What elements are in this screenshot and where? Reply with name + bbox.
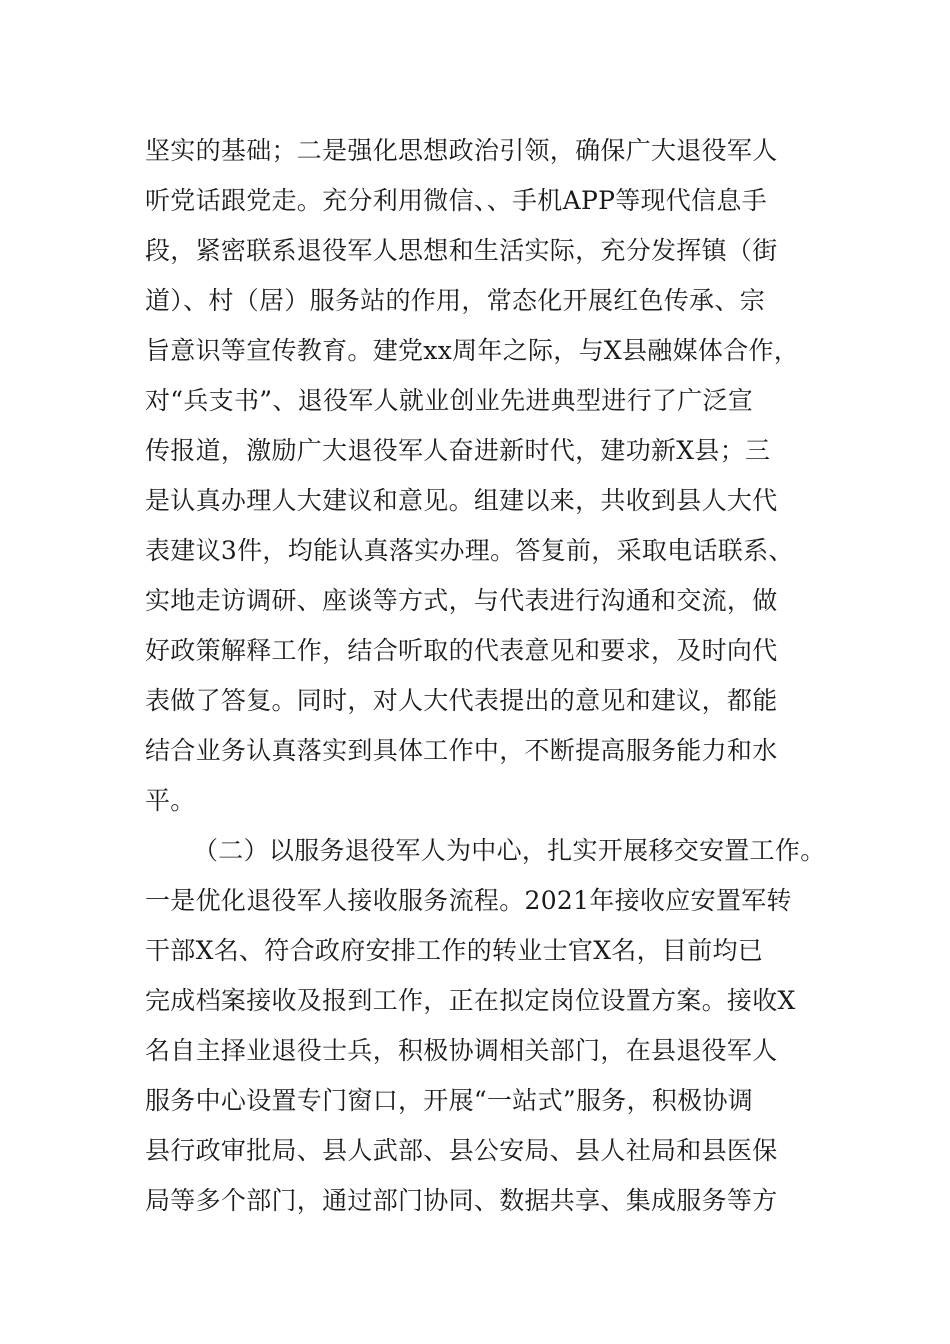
text-line: 听党话跟党走。充分利用微信、、手机APP等现代信息手 [145,186,767,215]
text-line: 名自主择业退役士兵，积极协调相关部门，在县退役军人 [145,1036,778,1065]
text-line: 局等多个部门，通过部门协同、数据共享、集成服务等方 [145,1186,778,1215]
text-line: 坚实的基础；二是强化思想政治引领，确保广大退役军人 [145,136,778,165]
text-line: 表做了答复。同时，对人大代表提出的意见和建议，都能 [145,686,778,715]
text-line: 段，紧密联系退役军人思想和生活实际，充分发挥镇（街 [145,236,778,265]
text-line: 县行政审批局、县人武部、县公安局、县人社局和县医保 [145,1136,778,1165]
text-line: 对“兵支书”、退役军人就业创业先进典型进行了广泛宣 [145,386,754,415]
text-line: 一是优化退役军人接收服务流程。2021年接收应安置军转 [145,886,792,915]
section-heading-line: （二）以服务退役军人为中心，扎实开展移交安置工作。 [193,836,826,865]
text-line: 好政策解释工作，结合听取的代表意见和要求，及时向代 [145,636,778,665]
text-line: 道）、村（居）服务站的作用，常态化开展红色传承、宗 [145,286,766,315]
text-line: 旨意识等宣传教育。建党xx周年之际，与X县融媒体合作， [145,336,800,365]
text-line: 传报道，激励广大退役军人奋进新时代，建功新X县；三 [145,436,771,465]
text-line: 服务中心设置专门窗口，开展“一站式”服务，积极协调 [145,1086,754,1115]
text-line: 是认真办理人大建议和意见。组建以来，共收到县人大代 [145,486,778,515]
text-line: 结合业务认真落实到具体工作中，不断提高服务能力和水 [145,736,778,765]
text-line: 完成档案接收及报到工作，正在拟定岗位设置方案。接收X [145,986,796,1015]
text-line: 平。 [145,786,196,815]
text-line: 干部X名、符合政府安排工作的转业士官X名，目前均已 [145,936,764,965]
text-line: 实地走访调研、座谈等方式，与代表进行沟通和交流，做 [145,586,778,615]
text-line: 表建议3件，均能认真落实办理。答复前，采取电话联系、 [145,536,794,565]
